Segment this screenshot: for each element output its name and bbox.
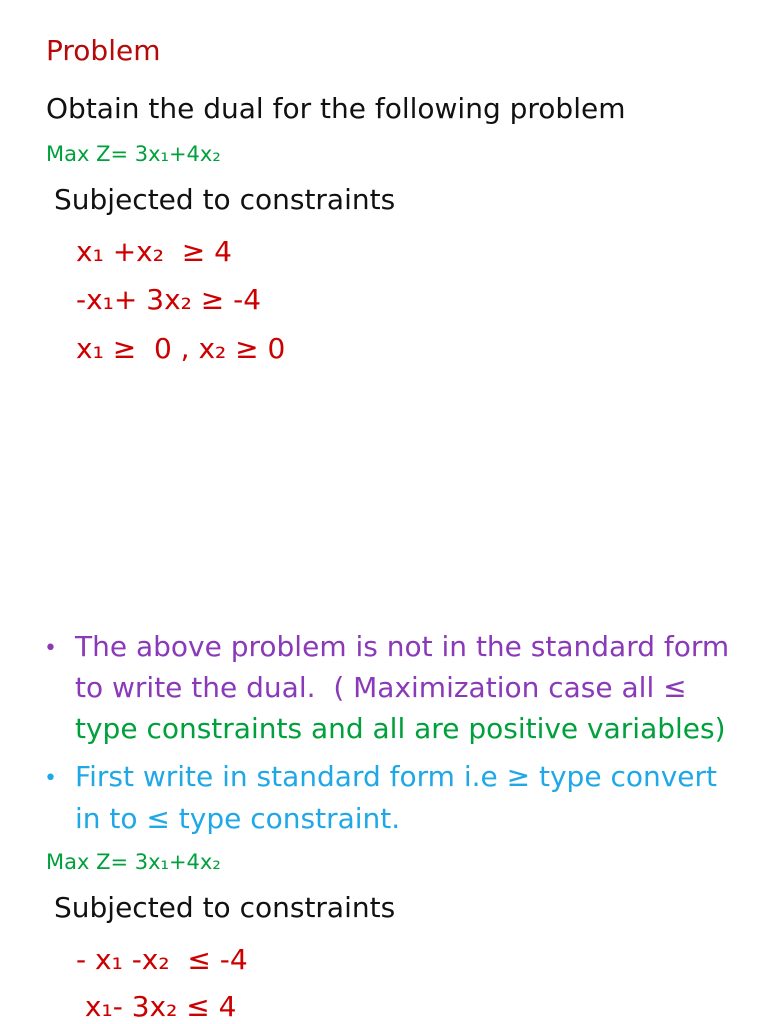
- bullet-1-line-2-text: to write the dual. ( Maximization case all ≤: [75, 671, 687, 704]
- bullet-marker: •: [44, 766, 57, 791]
- bullet-2-line-2: in to ≤ type constraint.: [75, 802, 401, 835]
- non-negativity-constraint: x₁ ≥ 0 , x₂ ≥ 0: [76, 332, 286, 365]
- constraint-1: x₁ +x₂ ≥ 4: [76, 235, 232, 268]
- constraints-heading: Subjected to constraints: [54, 183, 396, 216]
- constraint-2: -x₁+ 3x₂ ≥ -4: [76, 283, 262, 316]
- bullet-1-line-1: The above problem is not in the standard form: [75, 630, 730, 663]
- constraints-heading: Subjected to constraints: [54, 891, 396, 924]
- bullet-1-line-2: [75, 671, 687, 705]
- objective-function: Max Z= 3x₁+4x₂: [46, 850, 221, 874]
- standard-constraint-2: x₁- 3x₂ ≤ 4: [76, 990, 237, 1023]
- slide-title: Problem: [46, 34, 161, 67]
- objective-function: Max Z= 3x₁+4x₂: [46, 142, 221, 166]
- bullet-marker: •: [44, 636, 57, 661]
- bullet-1-line-3: type constraints and all are positive variables): [75, 712, 726, 745]
- standard-constraint-1: - x₁ -x₂ ≤ -4: [76, 943, 248, 976]
- intro-text: Obtain the dual for the following problem: [46, 92, 626, 125]
- bullet-2-line-1: First write in standard form i.e ≥ type convert: [75, 760, 718, 793]
